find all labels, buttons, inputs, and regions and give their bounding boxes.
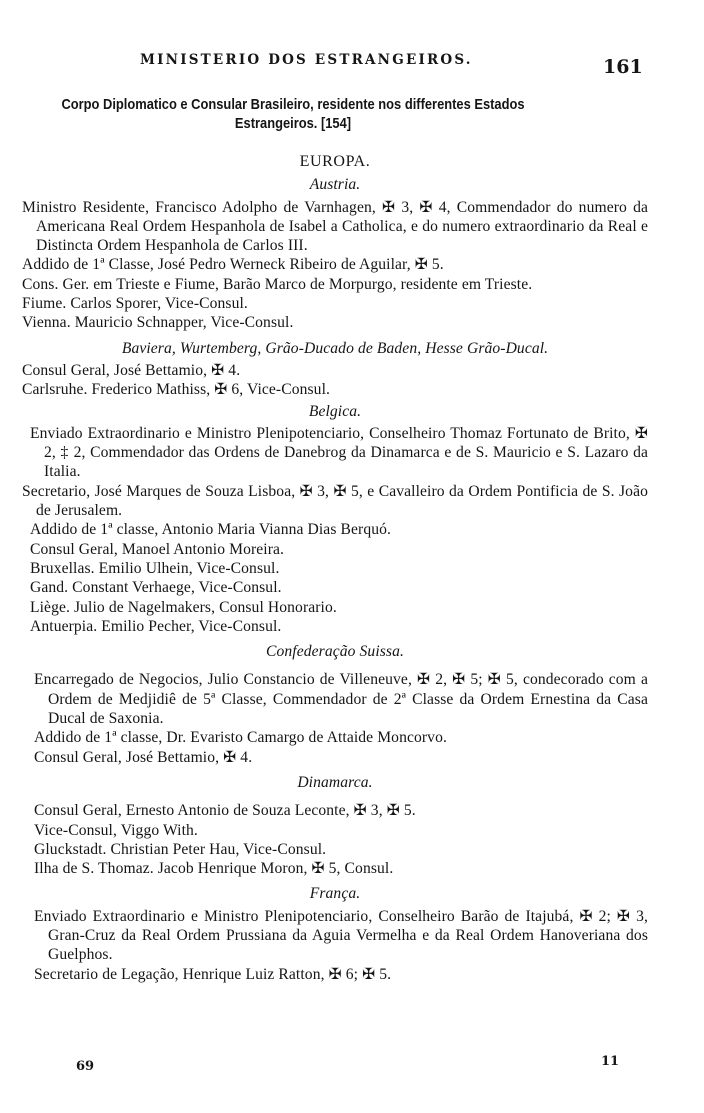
entry-baviera-carlsruhe: Carlsruhe. Frederico Mathiss, ✠ 6, Vice-Consul.: [22, 381, 331, 399]
country-heading-baviera: Baviera, Wurtemberg, Grão-Ducado de Baden, Hesse Grão-Ducal.: [121, 339, 549, 357]
entry-belgica-enviado: Enviado Extraordinario e Ministro Plenipotenciario, Conselheiro Thomaz Fortunato de Brito, ✠ 2, ‡ 2, Commendador das Ordens de Danebrog da Dinamarca e de S. Mauricio e S. Lazaro da Italia.: [30, 424, 648, 481]
country-heading-austria: Austria.: [309, 176, 361, 194]
entry-suissa-addido: Addido de 1ª classe, Dr. Evaristo Camargo de Attaide Moncorvo.: [34, 729, 447, 747]
entry-austria-ministro: Ministro Residente, Francisco Adolpho de Varnhagen, ✠ 3, ✠ 4, Commendador do numero da Americana Real Ordem Hespanhola de Isabel a Catholica, e do numero extraordinario da Real e Distincta Ordem Hespanhola de Carlos III.: [22, 198, 648, 255]
entry-belgica-consul-geral: Consul Geral, Manoel Antonio Moreira.: [30, 540, 285, 558]
entry-baviera-consul-geral: Consul Geral, José Bettamio, ✠ 4.: [22, 361, 241, 379]
entry-suissa-consul-geral: Consul Geral, José Bettamio, ✠ 4.: [34, 748, 253, 766]
entry-belgica-liege: Liège. Julio de Nagelmakers, Consul Honorario.: [30, 598, 337, 616]
printer-signature: 69: [76, 1059, 95, 1074]
document-body: [22, 152, 648, 984]
page-subtitle: [35, 95, 551, 133]
entry-belgica-gand: Gand. Constant Verhaege, Vice-Consul.: [30, 579, 282, 597]
country-heading-belgica: Belgica.: [308, 402, 362, 420]
entry-belgica-antuerpia: Antuerpia. Emilio Pecher, Vice-Consul.: [30, 617, 282, 635]
country-heading-franca: França.: [309, 885, 361, 903]
entry-dinamarca-vice-consul: Vice-Consul, Viggo With.: [34, 821, 198, 839]
entry-austria-consul-geral: Cons. Ger. em Trieste e Fiume, Barão Marco de Morpurgo, residente em Trieste.: [22, 275, 533, 293]
section-title: EUROPA.: [299, 153, 371, 170]
entry-franca-secretario: Secretario de Legação, Henrique Luiz Ratton, ✠ 6; ✠ 5.: [34, 965, 392, 983]
subtitle-line-1: Corpo Diplomatico e Consular Brasileiro, residente nos differentes Estados: [61, 96, 525, 113]
page-number: 161: [603, 56, 643, 78]
entry-austria-vienna: Vienna. Mauricio Schnapper, Vice-Consul.: [22, 314, 294, 332]
sheet-number: 11: [601, 1054, 620, 1069]
subtitle-line-2: Estrangeiros. [154]: [234, 115, 352, 132]
entry-belgica-bruxellas: Bruxellas. Emilio Ulhein, Vice-Consul.: [30, 559, 280, 577]
entry-dinamarca-gluckstadt: Gluckstadt. Christian Peter Hau, Vice-Consul.: [34, 840, 327, 858]
entry-dinamarca-ilha: Ilha de S. Thomaz. Jacob Henrique Moron, ✠ 5, Consul.: [34, 860, 394, 878]
entry-austria-fiume: Fiume. Carlos Sporer, Vice-Consul.: [22, 295, 248, 313]
country-heading-dinamarca: Dinamarca.: [297, 773, 373, 791]
entry-suissa-encarregado: Encarregado de Negocios, Julio Constancio de Villeneuve, ✠ 2, ✠ 5; ✠ 5, condecorado com a Ordem de Medjidiê de 5ª Classe, Commendador de 2ª Classe da Ordem Ernestina da Casa Ducal de Saxonia.: [34, 671, 648, 728]
entry-franca-enviado: Enviado Extraordinario e Ministro Plenipotenciario, Conselheiro Barão de Itajubá, ✠ 2; ✠ 3, Gran-Cruz da Real Ordem Prussiana da Aguia Vermelha e da Real Ordem Hanoveriana dos Guelphos.: [34, 907, 648, 964]
running-title: MINISTERIO DOS ESTRANGEIROS.: [140, 52, 473, 68]
entry-dinamarca-consul-geral: Consul Geral, Ernesto Antonio de Souza Leconte, ✠ 3, ✠ 5.: [34, 802, 416, 820]
entry-austria-addido: Addido de 1ª Classe, José Pedro Werneck Ribeiro de Aguilar, ✠ 5.: [22, 256, 444, 274]
entry-belgica-secretario: Secretario, José Marques de Souza Lisboa, ✠ 3, ✠ 5, e Cavalleiro da Ordem Pontificia de S. João de Jerusalem.: [22, 482, 648, 520]
entry-belgica-addido: Addido de 1ª classe, Antonio Maria Vianna Dias Berquó.: [30, 521, 392, 539]
country-heading-suissa: Confederação Suissa.: [265, 643, 404, 661]
